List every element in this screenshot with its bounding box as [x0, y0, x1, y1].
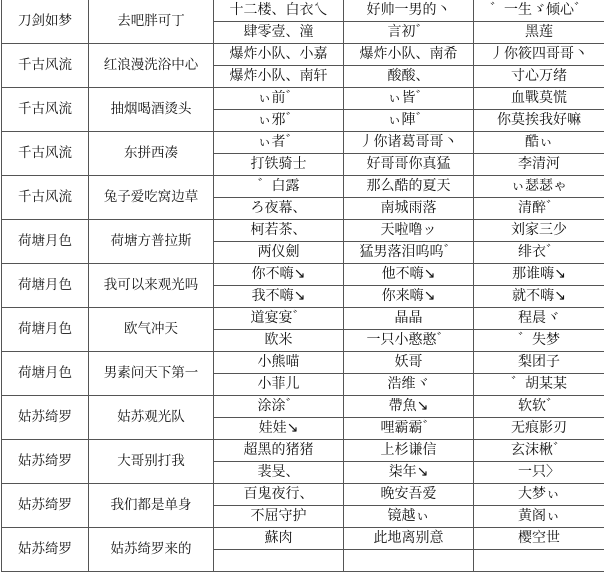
member-name-cell: 超黑的猪猪 — [214, 440, 344, 462]
table-row — [2, 132, 604, 154]
member-name-cell: 猛男落泪呜呜゛ — [344, 242, 474, 264]
member-name-cell: 哩霸霸゛ — [344, 418, 474, 440]
member-name-cell: 晶晶 — [344, 308, 474, 330]
server-name-cell: 荷塘月色 — [2, 264, 89, 308]
server-name-cell: 千古风流 — [2, 88, 89, 132]
member-name-cell: 好哥哥你真猛 — [344, 154, 474, 176]
member-name-cell: 镜越ぃ — [344, 506, 474, 528]
member-name-cell: 绯衣゛ — [474, 242, 604, 264]
member-name-cell: 爆炸小队、南轩 — [214, 66, 344, 88]
member-name-cell: 清醉゛ — [474, 198, 604, 220]
member-name-cell: 那谁嗨↘ — [474, 264, 604, 286]
server-name-cell: 姑苏绮罗 — [2, 528, 89, 572]
guild-name-cell: 抽烟喝酒烫头 — [89, 88, 214, 132]
member-name-cell: 软软゛ — [474, 396, 604, 418]
member-name-cell: 你不嗨↘ — [214, 264, 344, 286]
member-name-cell: 小菲儿 — [214, 374, 344, 396]
member-name-cell: 血戰莫慌 — [474, 88, 604, 110]
table-row — [2, 88, 604, 110]
member-name-cell: ゛白露 — [214, 176, 344, 198]
table-row — [2, 220, 604, 242]
member-name-cell: 一只小憨憨゛ — [344, 330, 474, 352]
member-name-cell: 两仪劍 — [214, 242, 344, 264]
member-name-cell: 樱空世 — [474, 528, 604, 550]
server-name-cell: 刀剑如梦 — [2, 0, 89, 44]
guild-name-cell: 姑苏观光队 — [89, 396, 214, 440]
member-name-cell: 我不嗨↘ — [214, 286, 344, 308]
member-name-cell: 酸酸、 — [344, 66, 474, 88]
table-row — [2, 396, 604, 418]
member-name-cell: 肆零壹、潼 — [214, 22, 344, 44]
member-name-cell: ぃ瑟瑟ゃ — [474, 176, 604, 198]
table-row — [2, 308, 604, 330]
guild-name-cell: 东拼西凑 — [89, 132, 214, 176]
guild-roster-table — [1, 0, 604, 572]
member-name-cell: 上杉谦信 — [344, 440, 474, 462]
member-name-cell: 柒年↘ — [344, 462, 474, 484]
member-name-cell: ゛失梦 — [474, 330, 604, 352]
server-name-cell: 荷塘月色 — [2, 352, 89, 396]
table-row — [2, 0, 604, 22]
server-name-cell: 千古风流 — [2, 132, 89, 176]
member-name-cell: 玄沫楸゛ — [474, 440, 604, 462]
member-name-cell: ぃ皆゛ — [344, 88, 474, 110]
member-name-cell: 娃娃↘ — [214, 418, 344, 440]
member-name-cell: 黑莲 — [474, 22, 604, 44]
member-name-cell: 言初゛ — [344, 22, 474, 44]
member-name-cell — [474, 550, 604, 572]
member-name-cell: 蘇肉 — [214, 528, 344, 550]
member-name-cell: 酷ぃ — [474, 132, 604, 154]
member-name-cell — [344, 550, 474, 572]
member-name-cell: ぃ前゛ — [214, 88, 344, 110]
member-name-cell: 爆炸小队、小嘉 — [214, 44, 344, 66]
member-name-cell: 裴旻、 — [214, 462, 344, 484]
guild-name-cell: 红浪漫洗浴中心 — [89, 44, 214, 88]
server-name-cell: 荷塘月色 — [2, 308, 89, 352]
table-row — [2, 44, 604, 66]
guild-name-cell: 兔子爱吃窝边草 — [89, 176, 214, 220]
member-name-cell: ゛一生ゞ倾心゛ — [474, 0, 604, 22]
table-row — [2, 440, 604, 462]
guild-name-cell: 欧气冲天 — [89, 308, 214, 352]
member-name-cell: 好帅一男的丶 — [344, 0, 474, 22]
table-row — [2, 484, 604, 506]
member-name-cell: 爆炸小队、南希 — [344, 44, 474, 66]
member-name-cell: ゛胡某某 — [474, 374, 604, 396]
member-name-cell: 寸心万绪 — [474, 66, 604, 88]
member-name-cell: ぃ邪゛ — [214, 110, 344, 132]
member-name-cell: 不屈守护 — [214, 506, 344, 528]
guild-name-cell: 姑苏绮罗来的 — [89, 528, 214, 572]
guild-name-cell: 我们都是单身 — [89, 484, 214, 528]
member-name-cell: 程晨ヾ — [474, 308, 604, 330]
member-name-cell: 他不嗨↘ — [344, 264, 474, 286]
guild-name-cell: 去吧胖可丁 — [89, 0, 214, 44]
server-name-cell: 姑苏绮罗 — [2, 396, 89, 440]
member-name-cell: 你莫挨我好嘛 — [474, 110, 604, 132]
member-name-cell: 涂涂゛ — [214, 396, 344, 418]
member-name-cell: 此地离别意 — [344, 528, 474, 550]
member-name-cell: 丿你筱四哥哥丶 — [474, 44, 604, 66]
table-row — [2, 176, 604, 198]
member-name-cell: 南城雨落 — [344, 198, 474, 220]
member-name-cell: 天啦噜ッ — [344, 220, 474, 242]
member-name-cell: 晚安吾爱 — [344, 484, 474, 506]
server-name-cell: 姑苏绮罗 — [2, 440, 89, 484]
member-name-cell: ぃ者゛ — [214, 132, 344, 154]
member-name-cell: 打铁骑士 — [214, 154, 344, 176]
member-name-cell: 黄阁ぃ — [474, 506, 604, 528]
member-name-cell: 刘家三少 — [474, 220, 604, 242]
member-name-cell — [214, 550, 344, 572]
guild-name-cell: 荷塘方普拉斯 — [89, 220, 214, 264]
member-name-cell: 丿你诸葛哥哥丶 — [344, 132, 474, 154]
member-name-cell: 十二楼、白衣乀 — [214, 0, 344, 22]
member-name-cell: 百鬼夜行、 — [214, 484, 344, 506]
table-row — [2, 528, 604, 550]
member-name-cell: 那么酷的夏天 — [344, 176, 474, 198]
member-name-cell: 梨团子 — [474, 352, 604, 374]
server-name-cell: 千古风流 — [2, 176, 89, 220]
guild-name-cell: 我可以来观光吗 — [89, 264, 214, 308]
server-name-cell: 荷塘月色 — [2, 220, 89, 264]
member-name-cell: 帶魚↘ — [344, 396, 474, 418]
table-row — [2, 352, 604, 374]
member-name-cell: ぃ陣゛ — [344, 110, 474, 132]
member-name-cell: 无痕影刃 — [474, 418, 604, 440]
member-name-cell: 妖哥 — [344, 352, 474, 374]
server-name-cell: 千古风流 — [2, 44, 89, 88]
member-name-cell: 大梦ぃ — [474, 484, 604, 506]
member-name-cell: 欧米 — [214, 330, 344, 352]
member-name-cell: 柯若茶、 — [214, 220, 344, 242]
member-name-cell: 李清河 — [474, 154, 604, 176]
member-name-cell: 浩维ヾ — [344, 374, 474, 396]
member-name-cell: 小熊喵 — [214, 352, 344, 374]
member-name-cell: 就不嗨↘ — [474, 286, 604, 308]
member-name-cell: 一只〉 — [474, 462, 604, 484]
table-row — [2, 264, 604, 286]
server-name-cell: 姑苏绮罗 — [2, 484, 89, 528]
guild-name-cell: 男素问天下第一 — [89, 352, 214, 396]
member-name-cell: 道宴宴゛ — [214, 308, 344, 330]
member-name-cell: ろ夜幕、 — [214, 198, 344, 220]
guild-name-cell: 大哥别打我 — [89, 440, 214, 484]
member-name-cell: 你来嗨↘ — [344, 286, 474, 308]
